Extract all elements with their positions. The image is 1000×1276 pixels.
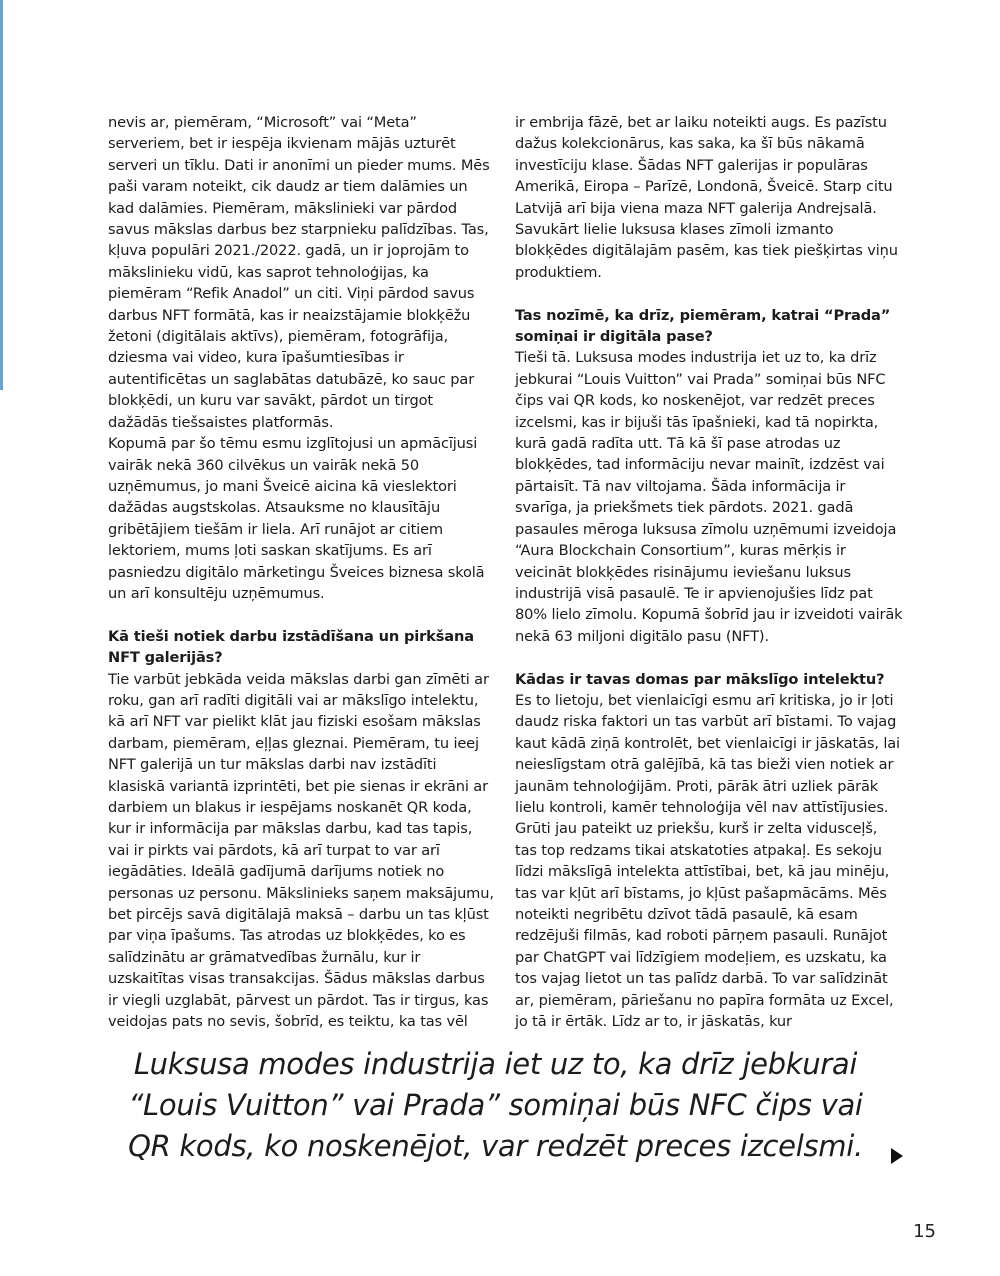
paragraph: nevis ar, piemēram, “Microsoft” vai “Meta” serveriem, bet ir iespēja ikvienam mājās uzturēt serveri un tīklu. Dati ir anonīmi un pieder mums. Mēs paši varam noteikt, cik daudz ar tiem dalāmies un kad dalāmies. Piemēram, mākslinieki var pārdod savus mākslas darbus bez starpnieku palīdzības. Tas, kļuva populāri 2021./2022. gadā, un ir joprojām to mākslinieku vidū, kas saprot tehnoloģijas, ka piemēram “Refik Anadol” un citi. Viņi pārdod savus darbus NFT formātā, kas ir neaizstājamie blokķēžu žetoni (digitālais aktīvs), piemēram, fotogrāfija, dziesma vai video, kura īpašumtiesības ir autentificētas un saglabātas datubāzē, ko sauc par blokķēdi, un kuru var savākt, pārdot un tirgot dažādās tiešsaistes platformās. [108,114,490,431]
section-gap [515,647,903,668]
section-heading: Kādas ir tavas domas par mākslīgo intelektu? [515,670,885,688]
paragraph: Kopumā par šo tēmu esmu izglītojusi un apmācījusi vairāk nekā 360 cilvēkus un vairāk nekā 50 uzņēmumus, jo mani Šveicē aicina kā vieslektori dažādas augstskolas. Atsauksme no klausītāju gribētājiem tiešām ir liela. Arī runājot ar citiem lektoriem, mums ļoti saskan skatījums. Es arī pasniedzu digitālo mārketingu Šveices biznesa skolā un arī konsultēju uzņēmumus. [108,435,485,602]
page-edge-bar [0,0,3,390]
arrow-right-icon [891,1148,903,1164]
section-heading: Tas nozīmē, ka drīz, piemēram, katrai “Prada” somiņai ir digitāla pase? [515,306,891,346]
section-gap [108,604,496,625]
pull-quote: Luksusa modes industrija iet uz to, ka drīz jebkurai “Louis Vuitton” vai Prada” somiņai būs NFC čips vai QR kods, ko noskenējot, var redzēt preces izcelsmi. [128,1047,863,1163]
paragraph: Es to lietoju, bet vienlaicīgi esmu arī kritiska, jo ir ļoti daudz riska faktori un tas varbūt arī bīstami. To vajag kaut kādā ziņā kontrolēt, bet vienlaicīgi ir jāskatās, lai neieslīgstam otrā galējībā, kā tas bieži vien notiek ar jaunām tehnoloģijām. Proti, pārāk ātri uzliek pārāk lielu kontroli, kamēr tehnoloģija vēl nav attīstījusies. Grūti jau pateikt uz priekšu, kurš ir zelta vidusceļš, tas top redzams tikai atskatoties atpakaļ. Es sekoju līdzi mākslīgā intelekta attīstībai, bet, kā jau minēju, tas var kļūt arī bīstams, jo kļūst pašapmācāms. Mēs noteikti negribētu dzīvot tādā pasaulē, kā esam redzējuši filmās, kad roboti pārņem pasauli. Runājot par ChatGPT vai līdzīgiem modeļiem, es uzskatu, ka tos vajag lietot un tas palīdz darbā. To var salīdzināt ar, piemēram, pāriešanu no papīra formāta uz Excel, jo tā ir ērtāk. Līdz ar to, ir jāskatās, kur [515,691,900,1031]
page-number: 15 [913,1221,936,1242]
section-gap [515,283,903,304]
right-column [515,112,903,1032]
paragraph: ir embrija fāzē, bet ar laiku noteikti augs. Es pazīstu dažus kolekcionārus, kas saka, ka šī būs nākamā investīciju klase. Šādas NFT galerijas ir populāras Amerikā, Eiropa – Parīzē, Londonā, Šveicē. Starp citu Latvijā arī bija viena maza NFT galerija Andrejsalā. Savukārt lielie luksusa klases zīmoli izmanto blokķēdes digitālajām pasēm, kas tiek piešķirtas viņu produktiem. [515,114,898,281]
left-column [108,112,496,1032]
section-heading: Kā tieši notiek darbu izstādīšana un pirkšana NFT galerijās? [108,627,474,667]
paragraph: Tieši tā. Luksusa modes industrija iet uz to, ka drīz jebkurai “Louis Vuitton” vai Prada” somiņai būs NFC čips vai QR kods, ko noskenējot, var redzēt preces izcelsmi, kas ir bijuši tās īpašnieki, kad tā nopirkta, kurā gadā radīta utt. Tā kā šī pase atrodas uz blokķēdes, tad informāciju nevar mainīt, izdzēst vai pārtaisīt. Tā nav viltojama. Šāda informācija ir svarīga, ja priekšmets tiek pārdots. 2021. gadā pasaules mēroga luksusa zīmolu uzņēmumi izveidoja “Aura Blockchain Consortium”, kuras mērķis ir veicināt blokķēdes risinājumu ieviešanu luksus industrijā visā pasaulē. Te ir apvienojušies līdz pat 80% lielo zīmolu. Kopumā šobrīd jau ir izveidoti vairāk nekā 63 miljoni digitālo pasu (NFT). [515,349,903,645]
paragraph: Tie varbūt jebkāda veida mākslas darbi gan zīmēti ar roku, gan arī radīti digitāli vai ar mākslīgo intelektu, kā arī NFT var pielikt klāt jau fiziski esošam mākslas darbam, piemēram, eļļas gleznai. Piemēram, tu ieej NFT galerijā un tur mākslas darbi nav izstādīti klasiskā variantā izprintēti, bet pie sienas ir ekrāni ar darbiem un blakus ir iespējams noskanēt QR koda, kur ir informācija par mākslas darbu, kad tas tapis, vai ir pirkts vai pārdots, kā arī turpat to var arī iegādāties. Ideālā gadījumā darījums notiek no personas uz personu. Mākslinieks saņem maksājumu, bet pircējs savā digitālajā maksā – darbu un tas kļūst par viņa īpašums. Tas atrodas uz blokķēdes, ko es salīdzinātu ar grāmatvedības žurnālu, kur ir uzskaitītas visas transakcijas. Šādus mākslas darbus ir viegli uzglabāt, pārvest un pārdot. Tas ir tirgus, kas veidojas pats no sevis, šobrīd, es teiktu, ka tas vēl [108,670,494,1031]
